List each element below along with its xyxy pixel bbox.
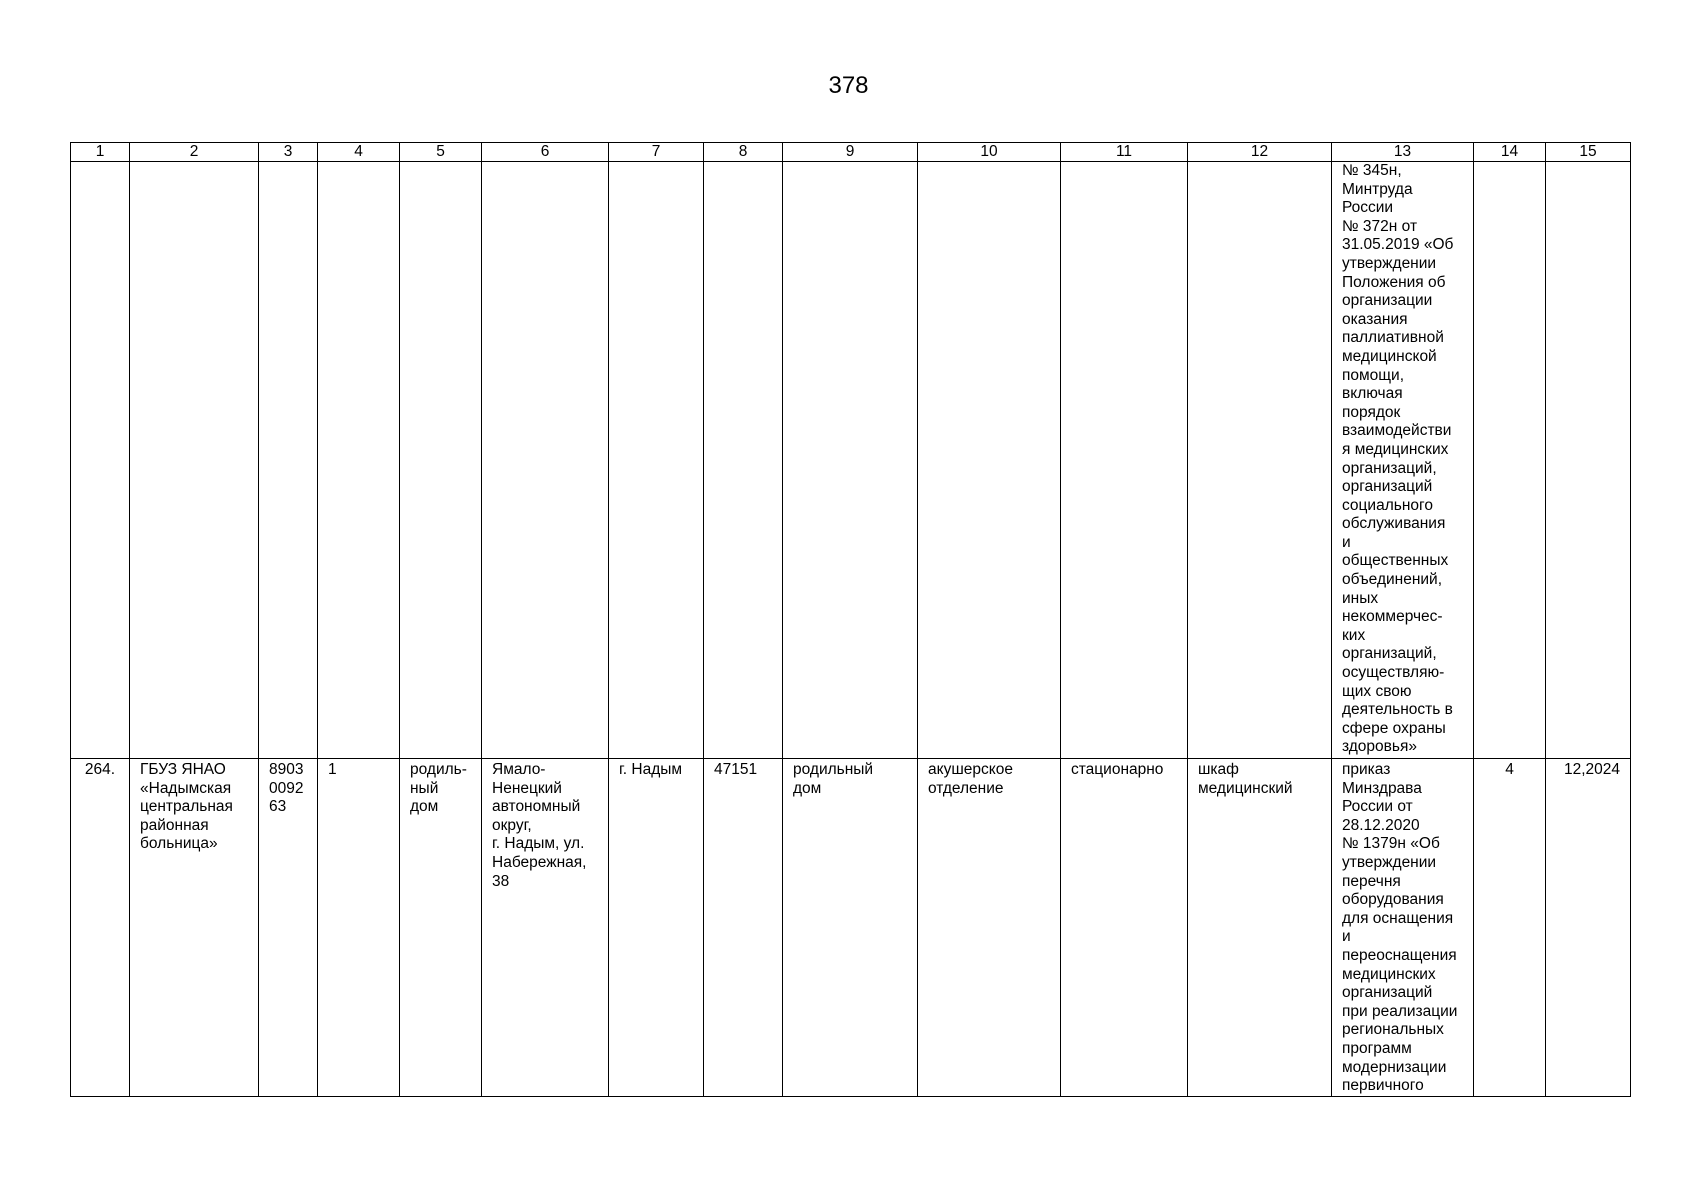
column-header-7: 7 — [609, 143, 704, 162]
column-header-13: 13 — [1332, 143, 1474, 162]
cell-empty — [318, 162, 400, 759]
column-header-1: 1 — [71, 143, 130, 162]
cell-empty — [259, 162, 318, 759]
cell-equipment: шкаф медицинский — [1188, 759, 1332, 1097]
cell-inn: 8903 0092 63 — [259, 759, 318, 1097]
table-row — [71, 759, 1631, 1097]
cell-facility-type: родиль- ный дом — [400, 759, 482, 1097]
cell-empty — [130, 162, 259, 759]
cell-empty — [71, 162, 130, 759]
cell-care-conditions: стационарно — [1061, 759, 1188, 1097]
column-header-6: 6 — [482, 143, 609, 162]
table-row-continuation — [71, 162, 1631, 759]
column-header-3: 3 — [259, 143, 318, 162]
cell-empty — [609, 162, 704, 759]
cell-empty — [704, 162, 783, 759]
cell-empty — [1474, 162, 1546, 759]
column-header-8: 8 — [704, 143, 783, 162]
column-header-5: 5 — [400, 143, 482, 162]
page-number: 378 — [828, 72, 869, 99]
cell-city: г. Надым — [609, 759, 704, 1097]
cell-legal-basis: приказ Минздрава России от 28.12.2020 № 1379н «Об утверждении перечня оборудования для оснащения и переоснащения медицинских организаций при реализации региональных программ модернизации первичного — [1332, 759, 1474, 1097]
cell-subdivision: родильный дом — [783, 759, 918, 1097]
cell-empty — [918, 162, 1061, 759]
cell-empty — [482, 162, 609, 759]
cell-empty — [783, 162, 918, 759]
cell-quantity: 4 — [1474, 759, 1546, 1097]
column-header-14: 14 — [1474, 143, 1546, 162]
cell-empty — [1546, 162, 1631, 759]
column-header-4: 4 — [318, 143, 400, 162]
cell-department: акушерское отделение — [918, 759, 1061, 1097]
column-header-2: 2 — [130, 143, 259, 162]
cell-empty — [400, 162, 482, 759]
column-number-row — [71, 143, 1631, 162]
column-header-11: 11 — [1061, 143, 1188, 162]
cell-organization: ГБУЗ ЯНАО «Надымская центральная районная больница» — [130, 759, 259, 1097]
cell-date: 12,2024 — [1546, 759, 1631, 1097]
cell-empty — [1188, 162, 1332, 759]
column-header-15: 15 — [1546, 143, 1631, 162]
column-header-9: 9 — [783, 143, 918, 162]
data-table — [70, 142, 1631, 1097]
cell-row-number: 264. — [71, 759, 130, 1097]
column-header-12: 12 — [1188, 143, 1332, 162]
cell-legal-basis-continued: № 345н, Минтруда России № 372н от 31.05.2019 «Об утверждении Положения об организации оказания паллиативной медицинской помощи, включая порядок взаимодействи я медицинских организаций, организаций социального обслуживания и общественных объединений, иных некоммерчес- ких организаций, осуществляю- щих свою деятельность в сфере охраны здоровья» — [1332, 162, 1474, 759]
cell-col4: 1 — [318, 759, 400, 1097]
column-header-10: 10 — [918, 143, 1061, 162]
cell-empty — [1061, 162, 1188, 759]
cell-code: 47151 — [704, 759, 783, 1097]
cell-address: Ямало- Ненецкий автономный округ, г. Надым, ул. Набережная, 38 — [482, 759, 609, 1097]
